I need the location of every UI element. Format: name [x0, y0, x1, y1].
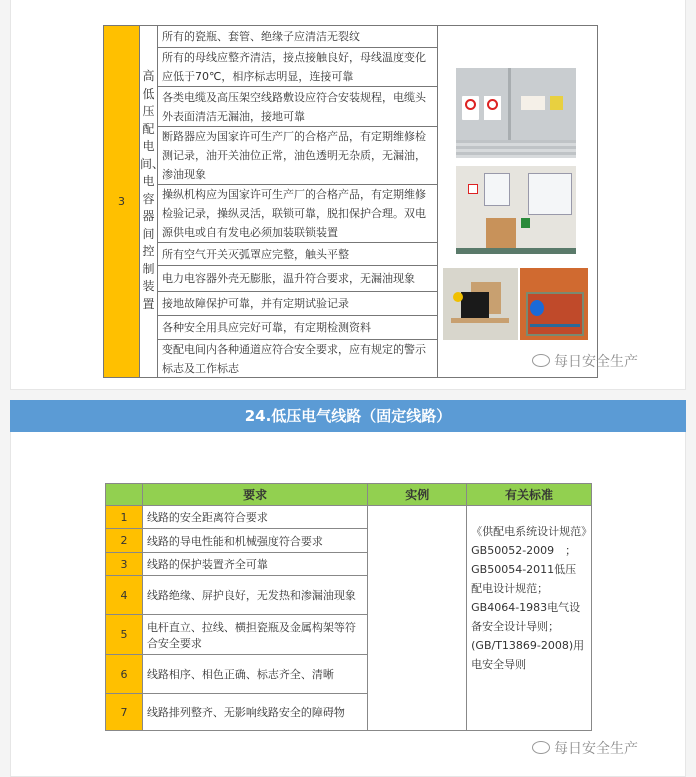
requirement-text: 各种安全用具应完好可靠，有定期检测资料	[162, 321, 371, 334]
requirement-item	[158, 292, 438, 316]
requirement-item	[158, 243, 438, 266]
wechat-icon	[532, 354, 550, 367]
category-label: 高低压配电间、电容器间控制装置	[140, 25, 158, 378]
requirement-item	[158, 185, 438, 243]
requirement-text: 电力电容器外壳无膨胀，温升符合要求，无漏油现象	[162, 272, 415, 285]
requirement-item	[158, 48, 438, 87]
requirement-cell: 电杆直立、拉线、横担瓷瓶及金属构架等符合安全要求	[142, 615, 367, 655]
column-header: 有关标准	[467, 484, 592, 506]
row-number: 2	[106, 529, 143, 553]
watermark-bottom: 每日安全生产	[532, 738, 638, 758]
example-photos-cell	[438, 25, 598, 378]
requirement-item	[158, 25, 438, 48]
requirement-cell: 线路绝缘、屏护良好，无发热和渗漏油现象	[142, 576, 367, 615]
requirement-text: 变配电间内各种通道应符合安全要求，应有规定的警示标志及工作标志	[162, 342, 426, 375]
requirement-cell: 线路的保护装置齐全可靠	[142, 553, 367, 576]
requirement-text: 各类电缆及高压架空线路敷设应符合安装规程，电缆头外表面清洁无漏油，接地可靠	[162, 90, 426, 123]
requirement-text: 断路器应为国家许可生产厂的合格产品，有定期维修检测记录，油开关油位正常，油色透明无杂质，无漏油，渗油现象	[162, 130, 426, 181]
requirement-item	[158, 87, 438, 127]
row-number: 7	[106, 694, 143, 731]
wechat-icon	[532, 741, 550, 754]
requirement-item	[158, 127, 438, 185]
watermark: 每日安全生产	[532, 351, 638, 371]
requirement-text: 操纵机构应为国家许可生产厂的合格产品，有定期维修检验记录，操纵灵活，联锁可靠，脱扣保护合理。双电源供电或自有发电必须加装联锁装置	[162, 188, 426, 239]
row-number: 3	[103, 25, 140, 378]
photo-safety-tools-wall	[456, 166, 576, 254]
requirements-table	[105, 483, 592, 731]
row-number: 3	[106, 553, 143, 576]
requirement-text: 所有空气开关灭弧罩应完整，触头平整	[162, 247, 349, 261]
standards-cell: 《供配电系统设计规范》GB50052-2009 ；GB50054-2011低压配电设计规范；GB4064-1983电气设备安全设计导则；(GB/T13869-2008)用电安全导则	[467, 506, 592, 731]
photo-insulating-boots	[443, 268, 518, 340]
section-title: 24.低压电气线路（固定线路）	[10, 400, 686, 432]
row-number: 1	[106, 506, 143, 529]
requirement-cell: 线路的安全距离符合要求	[142, 506, 367, 529]
column-header: 实例	[368, 484, 467, 506]
example-cell	[368, 506, 467, 731]
table-row	[106, 506, 592, 529]
photo-tool-box	[520, 268, 588, 340]
requirement-text: 所有的母线应整齐清洁，接点接触良好，母线温度变化应低于70℃，相序标志明显，连接可靠	[162, 51, 426, 83]
requirement-text: 所有的瓷瓶、套管、绝缘子应清洁无裂纹	[162, 30, 360, 43]
row-number: 4	[106, 576, 143, 615]
row-number: 5	[106, 615, 143, 655]
row-number: 6	[106, 655, 143, 694]
requirement-text: 接地故障保护可靠，并有定期试验记录	[162, 297, 349, 310]
requirement-item	[158, 266, 438, 292]
requirement-cell: 线路相序、相色正确、标志齐全、清晰	[142, 655, 367, 694]
photo-switchgear-doors	[456, 68, 576, 158]
requirement-cell: 线路排列整齐、无影响线路安全的障碍物	[142, 694, 367, 731]
column-header: 要求	[142, 484, 367, 506]
requirement-item	[158, 316, 438, 340]
requirement-cell: 线路的导电性能和机械强度符合要求	[142, 529, 367, 553]
requirement-item	[158, 340, 438, 378]
column-header	[106, 484, 143, 506]
